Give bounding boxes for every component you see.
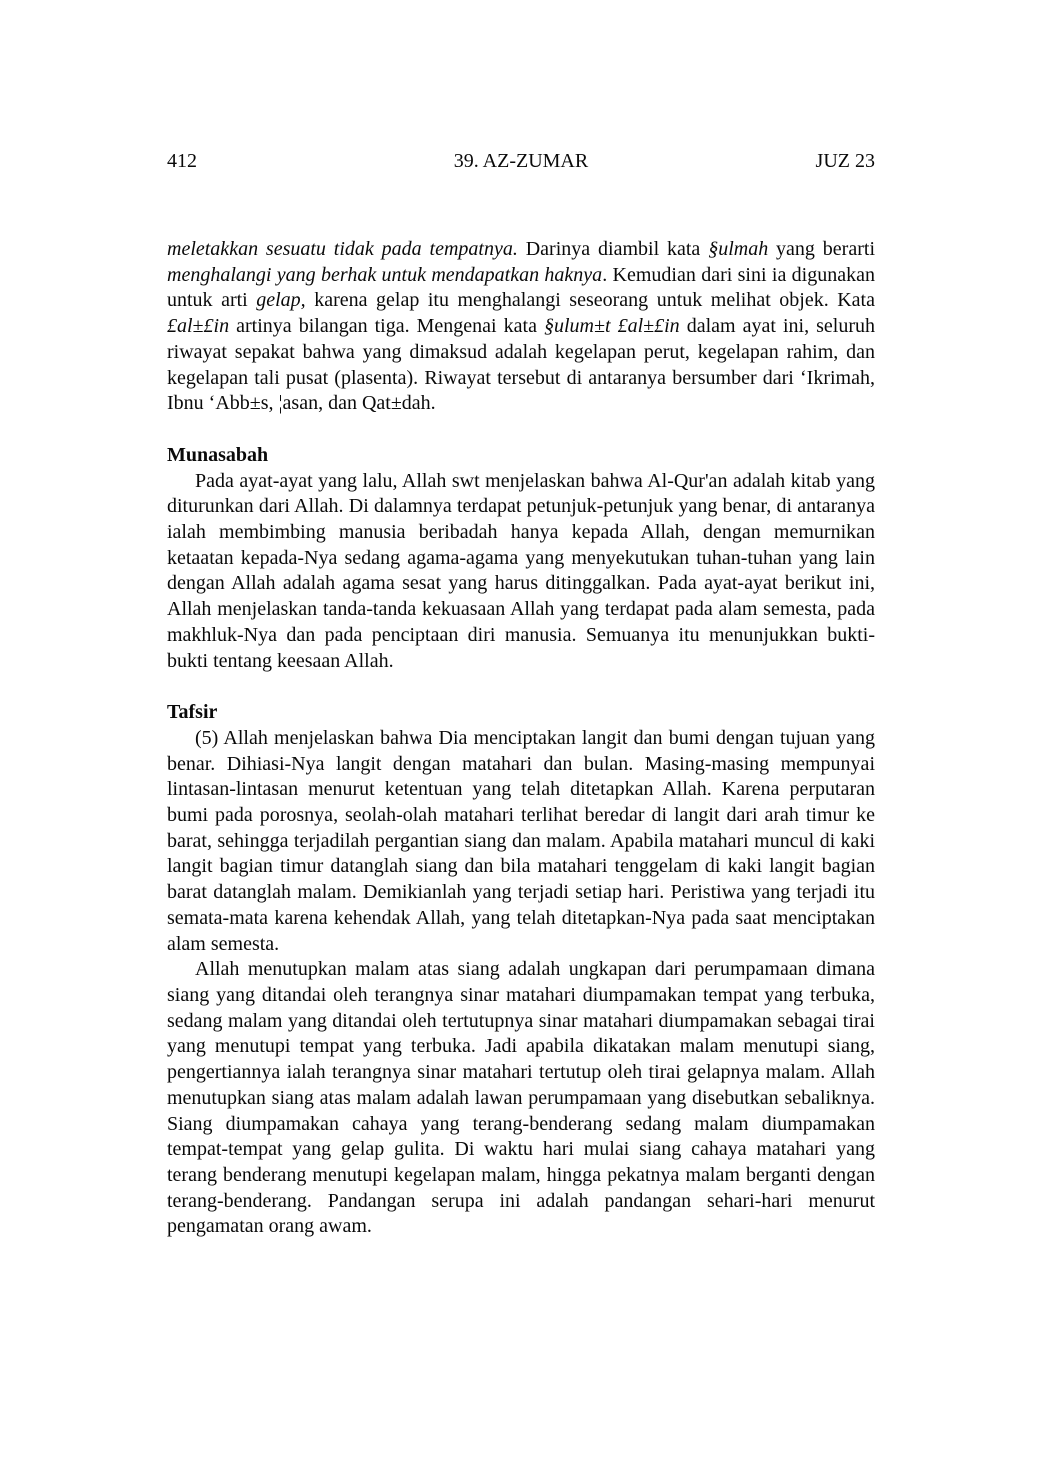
italic-run: gelap, (256, 289, 306, 312)
italic-run: meletakkan sesuatu tidak pada tempatnya. (167, 238, 518, 260)
text-run: (5) Allah menjelaskan bahwa Dia menciptakan langit dan bumi dengan tujuan yang benar. Dihiasi-Nya langit dengan matahari dan bulan. Masing-masing mempunyai lintasan-lintasan menurut ketentuan yang telah ditetapkan Allah. Karena perputaran bumi pada porosnya, seolah-olah matahari terlihat beredar di langit dari arah timur ke barat, sehingga terjadilah pergantian siang dan malam. Apabila matahari muncul di kaki langit bagian timur datanglah siang dan bila matahari tenggelam di kaki langit bagian barat datanglah malam. Demikianlah yang terjadi setiap hari. Peristiwa yang terjadi itu semata-mata karena kehendak Allah, yang telah ditetapkan-Nya pada saat menciptakan alam semesta. (167, 726, 875, 955)
paragraph (167, 237, 875, 417)
italic-run: §ulmah (708, 238, 769, 260)
italic-run: §ulum±t £al±£in (544, 315, 680, 338)
paragraph (167, 726, 875, 957)
text-run: Allah menutupkan malam atas siang adalah ungkapan dari perumpamaan dimana siang yang ditandai oleh terangnya sinar matahari diumpamakan tempat yang terbuka, sedang malam yang ditandai oleh tertutupnya sinar matahari diumpamakan sebagai tirai yang menutupi tempat yang terbuka. Jadi apabila dikatakan malam menutupi siang, pengertiannya ialah terangnya sinar matahari tertutup oleh tirai gelapnya malam. Allah menutupkan siang atas malam adalah lawan perumpamaan yang disebutkan sebaliknya. Siang diumpamakan cahaya yang terang-benderang sedang malam diumpamakan tempat-tempat yang gelap gulita. Di waktu hari mulai siang cahaya matahari yang terang benderang menutupi kegelapan malam, hingga pekatnya malam berganti dengan terang-benderang. Pandangan serupa ini adalah pandangan sehari-hari menurut pengamatan orang awam. (167, 958, 875, 1238)
text-run: Pada ayat-ayat yang lalu, Allah swt menjelaskan bahwa Al-Qur'an adalah kitab yang diturunkan dari Allah. Di dalamnya terdapat petunjuk-petunjuk yang benar, di antaranya ialah membimbing manusia beribadah hanya kepada Allah, dengan memurnikan ketaatan kepada-Nya sedang agama-agama yang menyekutukan tuhan-tuhan yang lain dengan Allah adalah agama sesat yang harus ditinggalkan. Pada ayat-ayat berikut ini, Allah menjelaskan tanda-tanda kekuasaan Allah yang terdapat pada alam semesta, pada makhluk-Nya dan pada penciptaan diri manusia. Semuanya itu menunjukkan bukti-bukti tentang keesaan Allah. (167, 469, 875, 672)
italic-run: £al±£in (167, 315, 230, 338)
text-run: . Kemudian dari sini ia digunakan untuk arti (167, 263, 875, 312)
section-heading: Tafsir (167, 701, 218, 724)
text-run: dalam ayat ini, seluruh riwayat sepakat bahwa yang dimaksud adalah kegelapan perut, kegelapan rahim, dan kegelapan tali pusat (plasenta). Riwayat tersebut di antaranya bersumber dari ‘Ikrimah, Ibnu ‘Abb±s, ¦asan, dan Qat±dah. (167, 315, 875, 415)
text-run: karena gelap itu menghalangi seseorang untuk melihat objek. Kata (305, 289, 875, 312)
paragraph (167, 469, 875, 675)
page-header (167, 149, 875, 173)
section-heading: Munasabah (167, 443, 269, 466)
text-run: artinya bilangan tiga. Mengenai kata (229, 315, 544, 338)
italic-run: menghalangi yang berhak untuk mendapatkan haknya (167, 263, 603, 286)
page-body (167, 237, 875, 1240)
juz-label: JUZ 23 (815, 150, 875, 172)
paragraph (167, 957, 875, 1240)
text-run: yang berarti (768, 238, 875, 260)
page-number: 412 (167, 150, 197, 172)
text-run: Darinya diambil kata (517, 238, 709, 260)
surah-title: 39. AZ-ZUMAR (453, 150, 589, 172)
